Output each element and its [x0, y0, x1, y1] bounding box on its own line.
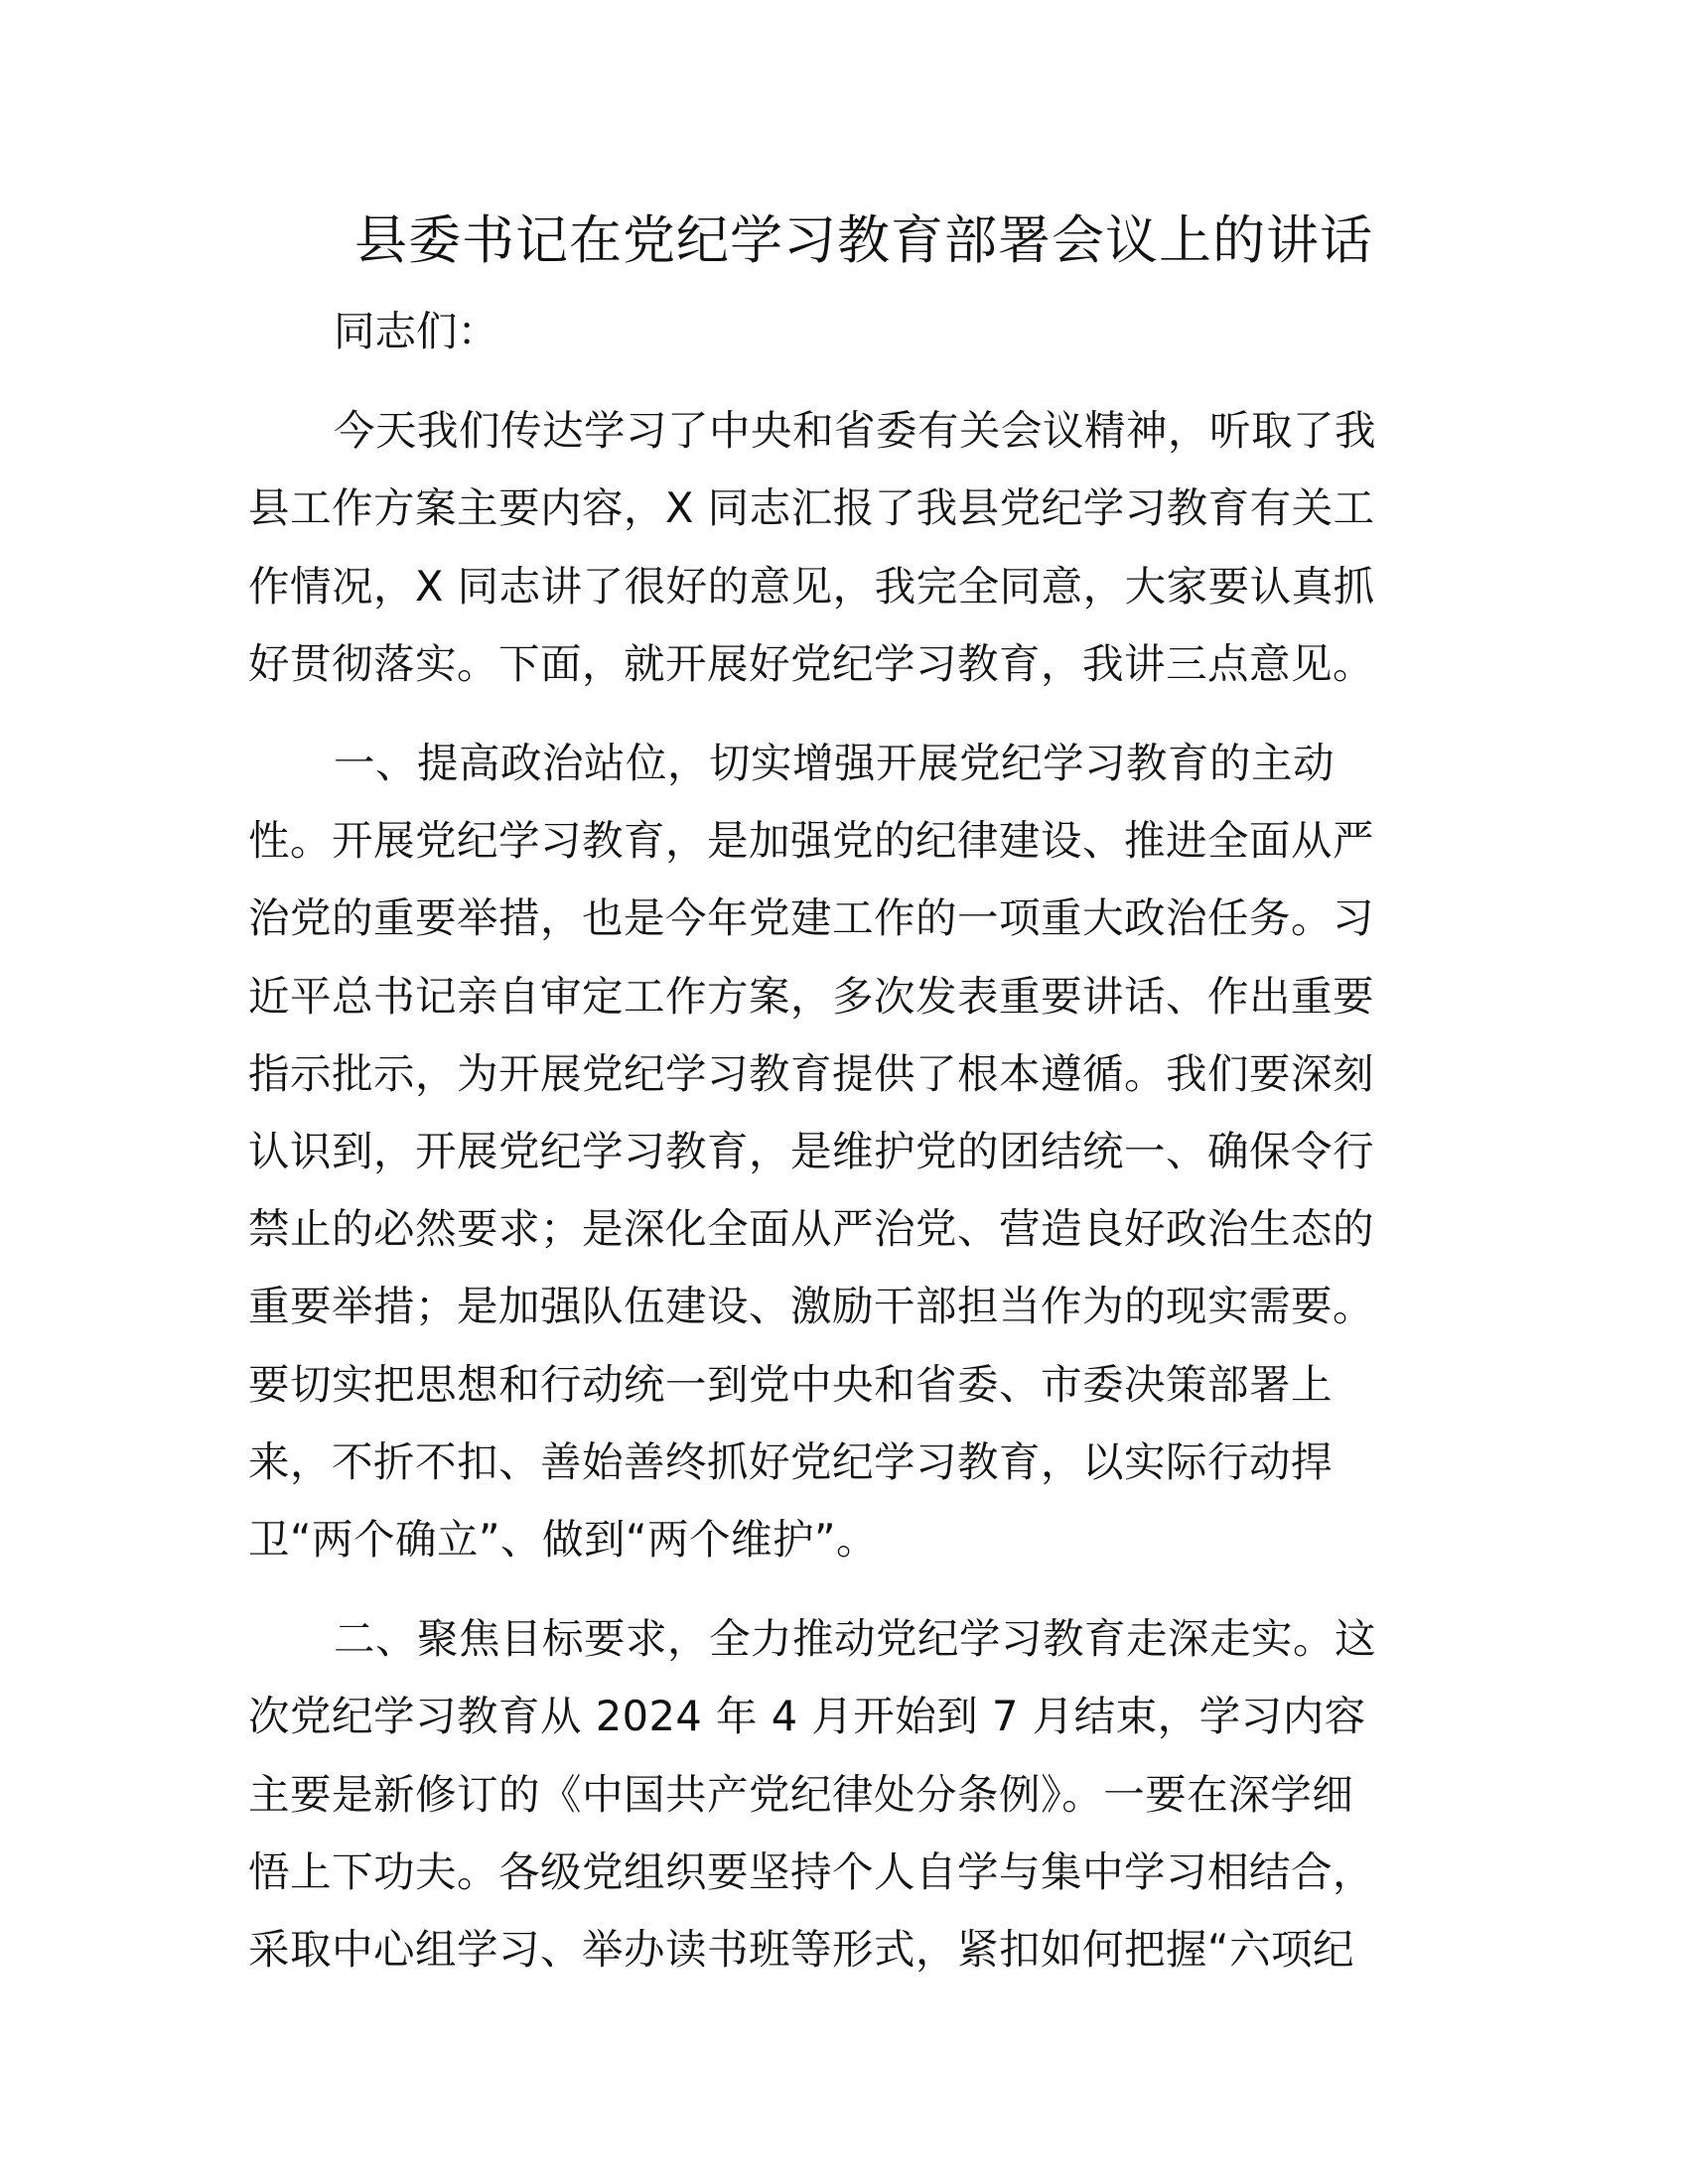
text-line: 县工作方案主要内容，X 同志汇报了我县党纪学习教育有关工	[248, 483, 1375, 533]
salutation: 同志们：	[334, 307, 499, 355]
paragraph-section-two	[248, 1600, 1440, 1988]
text-line: 好贯彻落实。下面，就开展好党纪学习教育，我讲三点意见。	[248, 638, 1375, 688]
text-line: 悟上下功夫。各级党组织要坚持个人自学与集中学习相结合，	[248, 1846, 1375, 1896]
text-line: 重要举措；是加强队伍建设、激励干部担当作为的现实需要。	[248, 1282, 1375, 1331]
document-title: 县委书记在党纪学习教育部署会议上的讲话	[354, 210, 1373, 271]
text-line: 今天我们传达学习了中央和省委有关会议精神，听取了我	[334, 406, 1377, 456]
text-line: 认识到，开展党纪学习教育，是维护党的团结统一、确保令行	[248, 1127, 1375, 1176]
text-line: 性。开展党纪学习教育，是加强党的纪律建设、推进全面从严	[248, 816, 1375, 866]
text-line: 采取中心组学习、举办读书班等形式，紧扣如何把握“六项纪	[248, 1925, 1355, 1975]
text-line: 卫“两个确立”、做到“两个维护”。	[248, 1515, 879, 1565]
text-line: 次党纪学习教育从 2024 年 4 月开始到 7 月结束，学习内容	[248, 1692, 1366, 1741]
text-line: 要切实把思想和行动统一到党中央和省委、市委决策部署上	[248, 1359, 1334, 1409]
text-line: 作情况，X 同志讲了很好的意见，我完全同意，大家要认真抓	[248, 561, 1375, 611]
paragraph-intro	[248, 392, 1440, 703]
text-line: 来，不折不扣、善始善终抓好党纪学习教育，以实际行动捍	[248, 1436, 1334, 1486]
text-line: 一、提高政治站位，切实增强开展党纪学习教育的主动	[334, 739, 1336, 788]
text-line: 治党的重要举措，也是今年党建工作的一项重大政治任务。习	[248, 893, 1375, 943]
paragraph-section-one	[248, 725, 1440, 1578]
text-line: 二、聚焦目标要求，全力推动党纪学习教育走深走实。这	[334, 1614, 1377, 1664]
text-line: 指示批示，为开展党纪学习教育提供了根本遵循。我们要深刻	[248, 1048, 1375, 1098]
document-page	[248, 204, 1440, 1988]
text-line: 禁止的必然要求；是深化全面从严治党、营造良好政治生态的	[248, 1204, 1375, 1254]
text-line: 主要是新修订的《中国共产党纪律处分条例》。一要在深学细	[248, 1769, 1354, 1819]
text-line: 近平总书记亲自审定工作方案，多次发表重要讲话、作出重要	[248, 971, 1375, 1021]
